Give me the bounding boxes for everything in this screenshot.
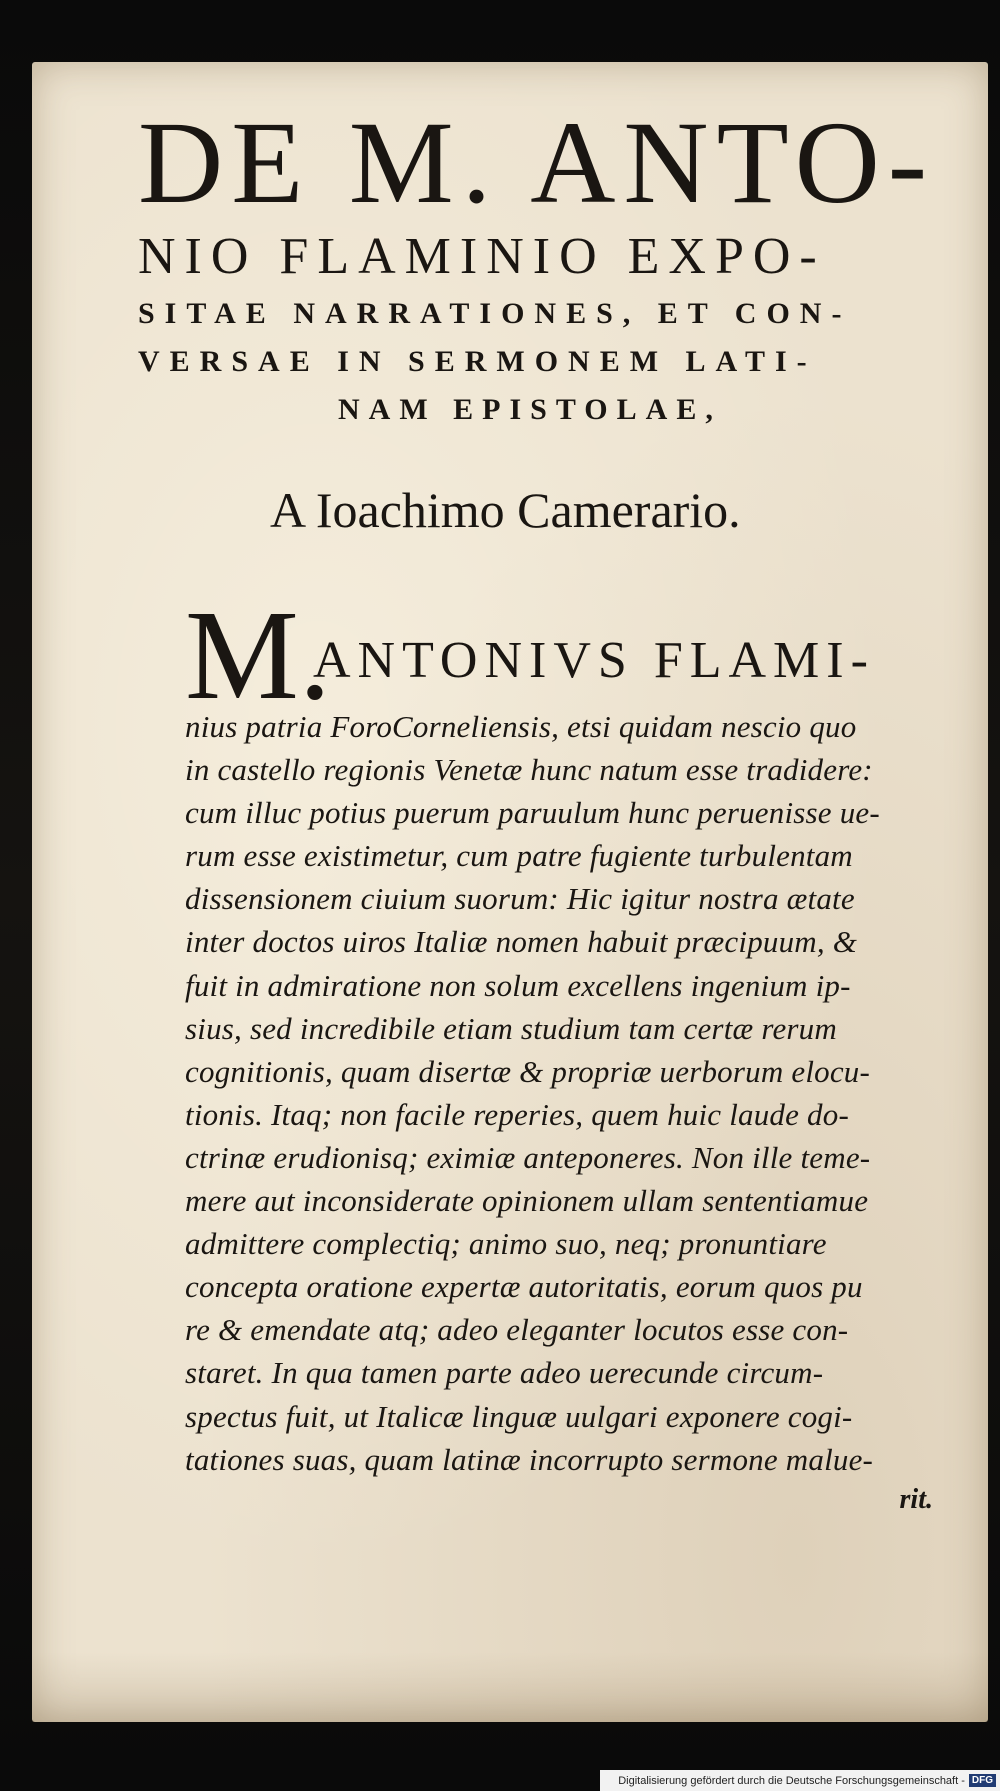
digitization-footer bbox=[600, 1770, 1000, 1791]
text-line: concepta oratione expertæ autoritatis, eorum quos pu bbox=[185, 1269, 863, 1305]
author-line: A Ioachimo Camerario. bbox=[270, 482, 741, 538]
body-text bbox=[185, 584, 945, 1519]
text-line: inter doctos uiros Italiæ nomen habuit præcipuum, & bbox=[185, 924, 858, 960]
text-line: nius patria ForoCorneliensis, etsi quidam nescio quo bbox=[185, 709, 857, 744]
text-line: cum illuc potius puerum paruulum hunc peruenisse ue- bbox=[185, 795, 880, 831]
title-line-3: SITAE NARRATIONES, ET CON- bbox=[138, 297, 852, 330]
funding-credit: Digitalisierung gefördert durch die Deutsche Forschungsgemeinschaft - bbox=[618, 1774, 965, 1787]
text-line: spectus fuit, ut Italicæ linguæ uulgari exponere cogi- bbox=[185, 1398, 853, 1434]
title-line-2: NIO FLAMINIO EXPO- bbox=[138, 228, 826, 285]
dfg-logo: DFG bbox=[969, 1774, 996, 1787]
title-line-1: DE M. ANTO- bbox=[138, 97, 936, 228]
title-line-4: VERSAE IN SERMONEM LATI- bbox=[138, 345, 817, 378]
text-line: rum esse existimetur, cum patre fugiente turbulentam bbox=[185, 838, 853, 874]
text-line: in castello regionis Venetæ hunc natum esse tradidere: bbox=[185, 752, 873, 788]
text-line: tionis. Itaq; non facile reperies, quem huic laude do- bbox=[185, 1096, 849, 1132]
opening-line bbox=[185, 584, 945, 726]
opening-caps: ANTONIVS FLAMI- bbox=[313, 632, 875, 689]
text-line: ctrinæ erudionisq; eximiæ anteponeres. Non ille teme- bbox=[185, 1139, 871, 1175]
text-line: sius, sed incredibile etiam studium tam certæ rerum bbox=[185, 1010, 837, 1046]
drop-cap: M. bbox=[185, 584, 331, 726]
text-line: dissensionem ciuium suorum: Hic igitur nostra ætate bbox=[185, 881, 855, 917]
title-line-5: NAM EPISTOLAE, bbox=[338, 393, 722, 426]
text-line: staret. In qua tamen parte adeo uerecunde circum- bbox=[185, 1355, 824, 1391]
text-line: admittere complectiq; animo suo, neq; pronuntiare bbox=[185, 1226, 827, 1262]
catchword: rit. bbox=[899, 1483, 933, 1515]
text-line: cognitionis, quam disertæ & propriæ uerborum elocu- bbox=[185, 1053, 871, 1089]
text-line: mere aut inconsiderate opinionem ullam sententiamue bbox=[185, 1183, 869, 1219]
text-line: re & emendate atq; adeo eleganter locutos esse con- bbox=[185, 1312, 849, 1348]
text-line: tationes suas, quam latinæ incorrupto sermone malue- bbox=[185, 1441, 874, 1477]
text-line: fuit in admiratione non solum excellens ingenium ip- bbox=[185, 967, 851, 1003]
title-block bbox=[138, 97, 936, 430]
